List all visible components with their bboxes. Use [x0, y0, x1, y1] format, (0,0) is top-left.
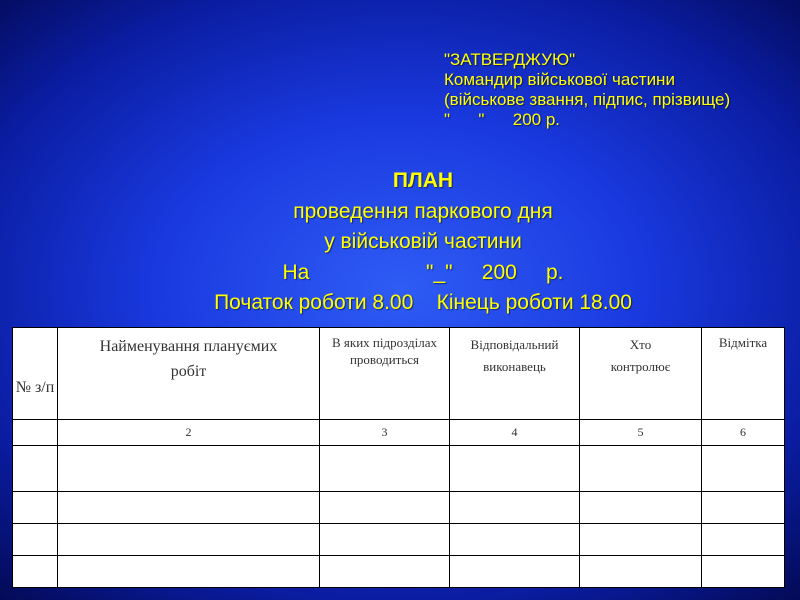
approval-heading: "ЗАТВЕРДЖУЮ" — [444, 50, 576, 69]
column-number-cell: 3 — [320, 420, 450, 446]
table-row — [13, 492, 785, 524]
plan-subtitle: проведення паркового дня — [293, 199, 553, 223]
table-cell — [450, 446, 580, 492]
table-cell — [702, 524, 785, 556]
table-cell — [58, 524, 320, 556]
table-cell — [13, 446, 58, 492]
column-number-cell: 2 — [58, 420, 320, 446]
table-header-row — [13, 328, 785, 420]
approval-date: " " 200 р. — [444, 110, 561, 129]
table-cell — [58, 492, 320, 524]
table-cell — [13, 492, 58, 524]
table-cell — [580, 556, 702, 588]
plan-heading-block — [0, 166, 800, 319]
header-work-name: Найменування плануємих робіт — [58, 328, 320, 420]
table-cell — [450, 524, 580, 556]
table-cell — [320, 524, 450, 556]
table-cell — [580, 492, 702, 524]
table-row — [13, 556, 785, 588]
table-row — [13, 446, 785, 492]
table-cell — [580, 446, 702, 492]
table-row — [13, 524, 785, 556]
table-cell — [580, 524, 702, 556]
approval-commander: Командир військової частини — [444, 70, 675, 89]
header-subdivisions: В яких підрозділах проводиться — [320, 328, 450, 420]
table-cell — [450, 492, 580, 524]
approval-block — [444, 50, 730, 130]
table-cell — [450, 556, 580, 588]
column-number-cell: 5 — [580, 420, 702, 446]
plan-table — [12, 327, 785, 588]
approval-signature-line: (військове звання, підпис, прізвище) — [444, 90, 731, 109]
table-cell — [702, 556, 785, 588]
header-number: № з/п — [13, 328, 58, 420]
header-controller: Хто контролює — [580, 328, 702, 420]
table-cell — [58, 556, 320, 588]
table-cell — [702, 446, 785, 492]
table-cell — [320, 556, 450, 588]
table-cell — [13, 556, 58, 588]
table-cell — [13, 524, 58, 556]
table-cell — [702, 492, 785, 524]
table-cell — [320, 492, 450, 524]
table-column-numbers-row — [13, 420, 785, 446]
plan-work-hours: Початок роботи 8.00 Кінець роботи 18.00 — [214, 291, 632, 314]
plan-title: ПЛАН — [392, 169, 454, 192]
table-cell — [58, 446, 320, 492]
header-mark: Відмітка — [702, 328, 785, 420]
header-responsible: Відповідальний виконавець — [450, 328, 580, 420]
table-cell — [320, 446, 450, 492]
column-number-cell — [13, 420, 58, 446]
column-number-cell: 4 — [450, 420, 580, 446]
plan-unit: у військовій частини — [324, 230, 522, 253]
column-number-cell: 6 — [702, 420, 785, 446]
plan-date: На "_" 200 р. — [282, 260, 564, 284]
